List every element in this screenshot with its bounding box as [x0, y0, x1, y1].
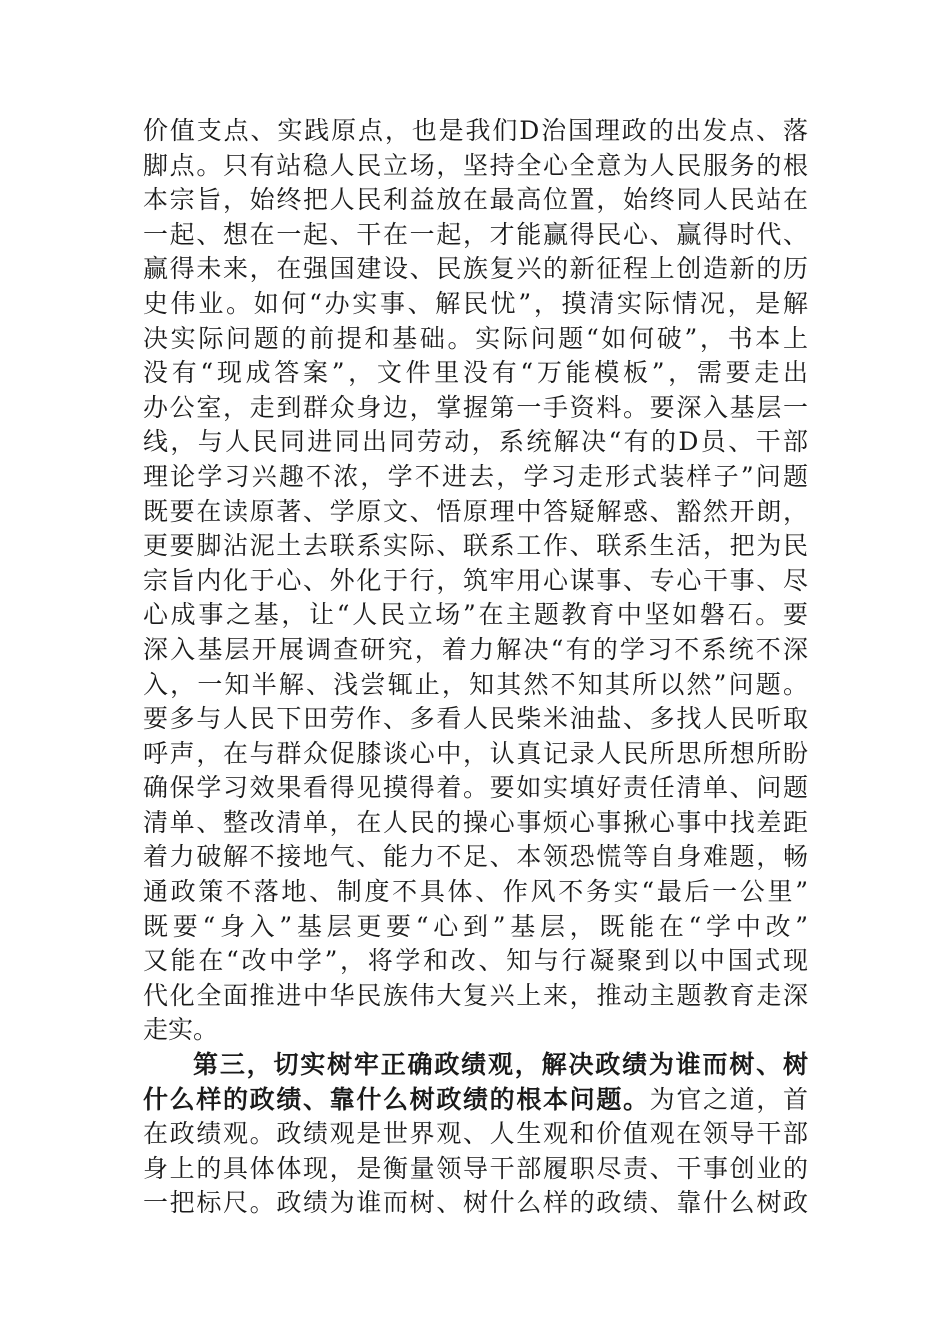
text-line: 一把标尺。政绩为谁而树、树什么样的政绩、靠什么树政 [143, 1188, 808, 1218]
text-line: 代化全面推进中华民族伟大复兴上来，推动主题教育走深 [143, 980, 808, 1010]
section-heading-line [143, 1048, 808, 1083]
text-line: 走实。 [143, 1015, 219, 1045]
text-line: 史伟业。如何“办实事、解民忧”，摸清实际情况，是解 [143, 288, 808, 318]
text-line [143, 1083, 808, 1118]
text-line: 更要脚沾泥土去联系实际、联系工作、联系生活，把为民 [143, 531, 808, 561]
section-heading: 第三，切实树牢正确政绩观，解决政绩为谁而树、树 [193, 1050, 808, 1080]
text-line: 理论学习兴趣不浓，学不进去，学习走形式装样子”问题 [143, 461, 808, 491]
text-line: 通政策不落地、制度不具体、作风不务实“最后一公里” [143, 877, 808, 907]
text-line: 确保学习效果看得见摸得着。要如实填好责任清单、问题 [143, 773, 808, 803]
text-line: 一起、想在一起、干在一起，才能赢得民心、赢得时代、 [143, 219, 808, 249]
body-text [143, 114, 808, 1221]
text-line: 要多与人民下田劳作、多看人民柴米油盐、多找人民听取 [143, 704, 808, 734]
text-line: 价值支点、实践原点，也是我们D治国理政的出发点、落 [143, 116, 808, 145]
text-line: 决实际问题的前提和基础。实际问题“如何破”，书本上 [143, 323, 808, 353]
text-span: 为官之道，首 [649, 1084, 808, 1114]
text-line: 赢得未来，在强国建设、民族复兴的新征程上创造新的历 [143, 254, 808, 284]
text-line: 深入基层开展调查研究，着力解决“有的学习不系统不深 [143, 634, 808, 664]
text-line: 脚点。只有站稳人民立场，坚持全心全意为人民服务的根 [143, 150, 808, 180]
section-heading-cont: 什么样的政绩、靠什么树政绩的根本问题。 [143, 1084, 650, 1114]
text-line: 身上的具体体现，是衡量领导干部履职尽责、干事创业的 [143, 1153, 808, 1183]
text-line: 着力破解不接地气、能力不足、本领恐慌等自身难题，畅 [143, 842, 808, 872]
text-line: 又能在“改中学”，将学和改、知与行凝聚到以中国式现 [143, 946, 808, 976]
text-line: 宗旨内化于心、外化于行，筑牢用心谋事、专心干事、尽 [143, 565, 808, 595]
text-line: 既要“身入”基层更要“心到”基层，既能在“学中改” [143, 911, 808, 941]
text-line: 心成事之基，让“人民立场”在主题教育中坚如磐石。要 [143, 600, 808, 630]
text-line: 在政绩观。政绩观是世界观、人生观和价值观在领导干部 [143, 1119, 808, 1149]
text-line: 既要在读原著、学原文、悟原理中答疑解惑、豁然开朗， [143, 496, 808, 526]
text-line: 线，与人民同进同出同劳动，系统解决“有的D员、干部 [143, 427, 808, 457]
text-line: 呼声，在与群众促膝谈心中，认真记录人民所思所想所盼 [143, 738, 808, 768]
text-line: 办公室，走到群众身边，掌握第一手资料。要深入基层一 [143, 392, 808, 422]
text-line: 本宗旨，始终把人民利益放在最高位置，始终同人民站在 [143, 185, 808, 215]
text-line: 没有“现成答案”，文件里没有“万能模板”，需要走出 [143, 358, 808, 388]
text-line: 清单、整改清单，在人民的操心事烦心事揪心事中找差距 [143, 807, 808, 837]
text-line: 入，一知半解、浅尝辄止，知其然不知其所以然”问题。 [143, 669, 808, 699]
